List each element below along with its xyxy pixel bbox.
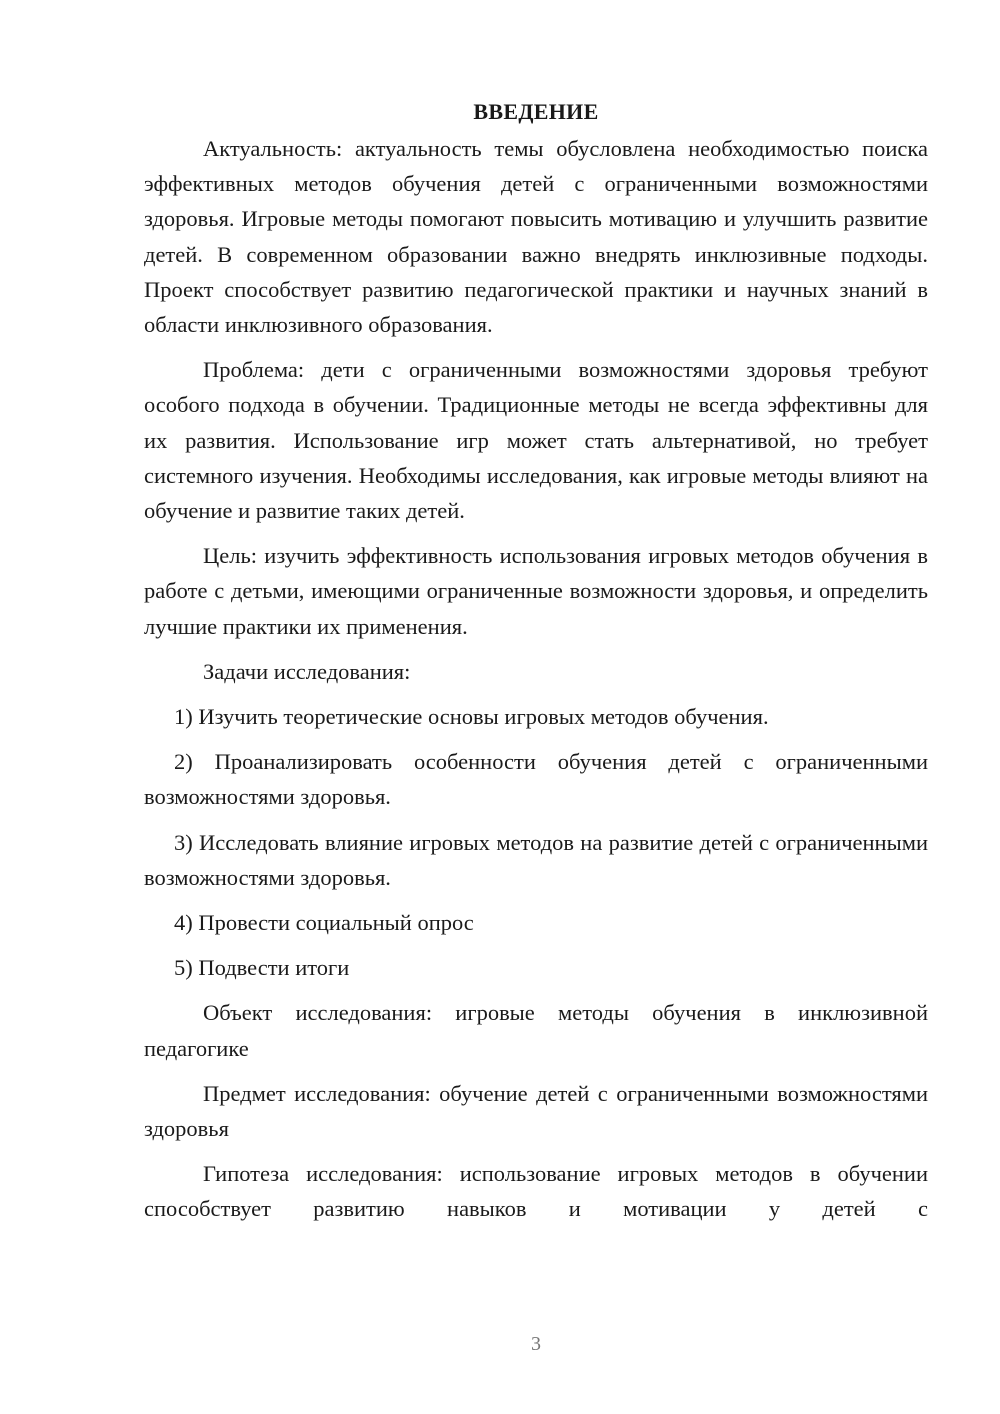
relevance-paragraph: Актуальность: актуальность темы обусловлена необходимостью поиска эффективных методов обучения детей с ограниченными возможностями здоровья. Игровые методы помогают повысить мотивацию и улучшить развитие детей. В современном образовании важно внедрять инклюзивные подходы. Проект способствует развитию педагогической практики и научных знаний в области инклюзивного образования.	[144, 136, 928, 338]
task-item-2: 2) Проанализировать особенности обучения детей с ограниченными возможностями здоровья.	[144, 749, 928, 810]
problem-paragraph: Проблема: дети с ограниченными возможностями здоровья требуют особого подхода в обучении. Традиционные методы не всегда эффективны для их развития. Использование игр может стать альтернативой, но требует системного изучения. Необходимы исследования, как игровые методы влияют на обучение и развитие таких детей.	[144, 357, 928, 524]
goal-paragraph: Цель: изучить эффективность использования игровых методов обучения в работе с детьми, имеющими ограниченные возможности здоровья, и определить лучшие практики их применения.	[144, 543, 928, 639]
tasks-heading: Задачи исследования:	[203, 658, 411, 684]
section-heading: ВВЕДЕНИЕ	[473, 99, 599, 124]
subject-paragraph: Предмет исследования: обучение детей с ограниченными возможностями здоровья	[144, 1080, 928, 1142]
page-number: 3	[531, 1333, 541, 1355]
object-paragraph: Объект исследования: игровые методы обучения в инклюзивной педагогике	[144, 1000, 928, 1061]
task-item-3: 3) Исследовать влияние игровых методов на развитие детей с ограниченными возможностями здоровья.	[144, 829, 928, 890]
hypothesis-paragraph: Гипотеза исследования: использование игровых методов в обучении способствует развитию навыков и мотивации у детей с	[144, 1161, 928, 1222]
task-item-1: 1) Изучить теоретические основы игровых методов обучения.	[174, 704, 769, 730]
task-item-4: 4) Провести социальный опрос	[174, 910, 474, 936]
document-page	[144, 94, 928, 1237]
task-item-5: 5) Подвести итоги	[174, 955, 350, 981]
